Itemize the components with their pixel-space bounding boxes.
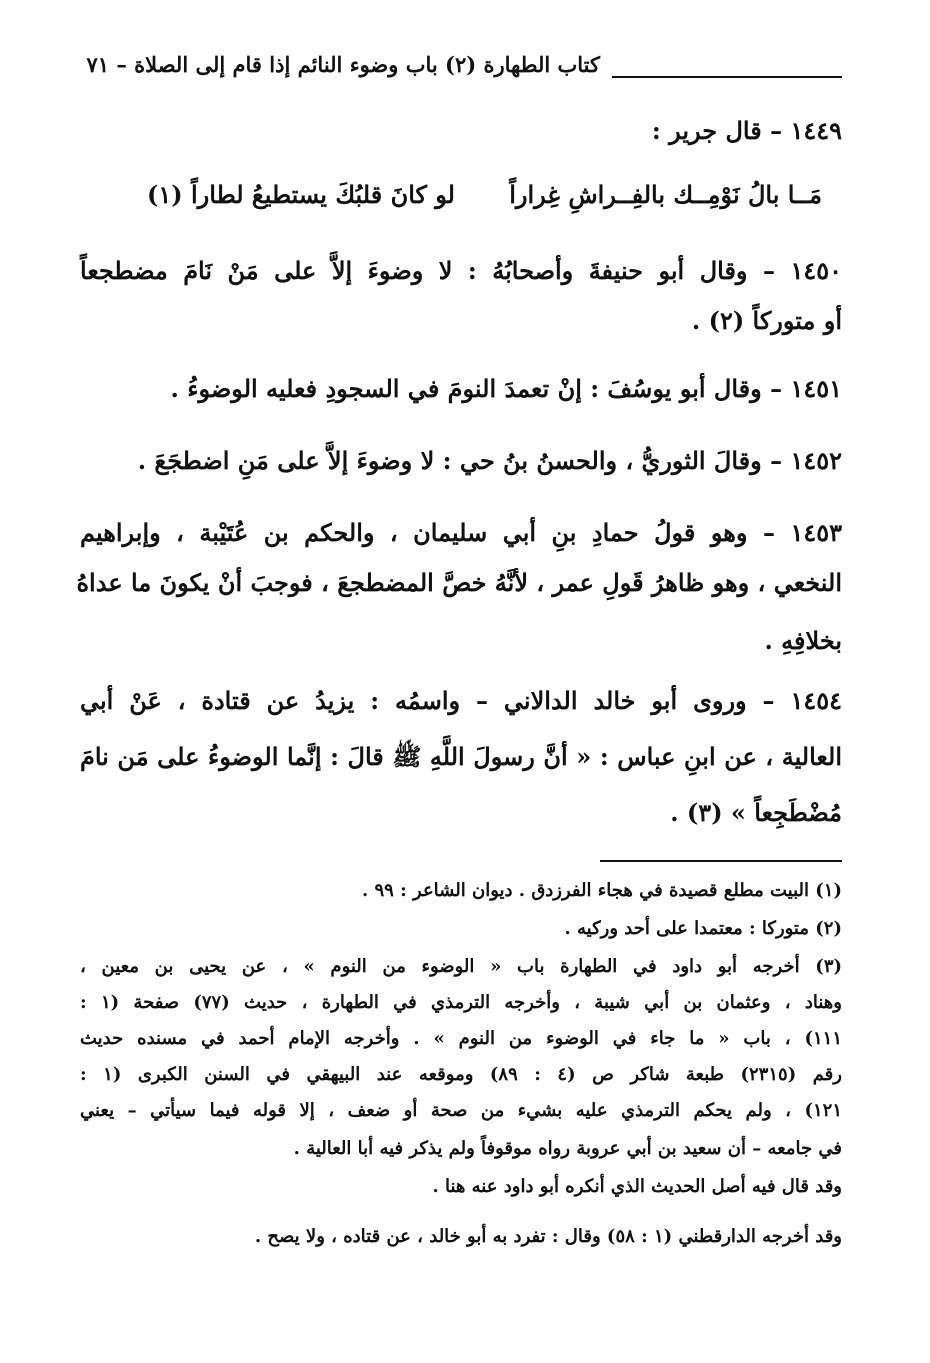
paragraph-1451: ١٤٥١ – وقال أبو يوسُفَ : إنْ تعمدَ النومَ في السجودِ فعليه الوضوءُ . [170, 374, 842, 403]
paragraph-1454-line-1: ١٤٥٤ – وروى أبو خالد الدالاني – واسمُه : يزيدُ عن قتادة ، عَنْ أبي [80, 686, 842, 715]
paragraph-1454-line-2: العالية ، عن ابنِ عباس : « أنَّ رسولَ اللَّهِ ﷺ قالَ : إنَّما الوضوءُ على مَن نامَ [80, 742, 842, 771]
paragraph-1450-line-2: أو متوركاً (٢) . [691, 306, 842, 335]
paragraph-1452: ١٤٥٢ – وقالَ الثوريُّ ، والحسنُ بنُ حي : لا وضوءَ إلاَّ على مَنِ اضطجَعَ . [137, 446, 842, 475]
footnote-3-line-2: وهناد ، وعثمان بن أبي شيبة ، وأخرجه الترمذي في الطهارة ، حديث (٧٧) صفحة (١ : [80, 992, 842, 1013]
verse-second-hemistich: لو كانَ قلبُكَ يستطيعُ لطاراً (١) [147, 180, 455, 209]
verse-first-hemistich: مَــا بالُ نَوْمِــك بالفِــراشِ غِراراً [509, 180, 822, 209]
paragraph-1450-line-1: ١٤٥٠ – وقال أبو حنيفةَ وأصحابُهُ : لا وضوءَ إلاَّ على مَنْ نَامَ مضطجعاً [80, 256, 842, 285]
footnote-3-line-7: وقد قال فيه أصل الحديث الذي أنكره أبو داود عنه هنا . [432, 1176, 842, 1197]
footnote-3-line-3: ١١١) ، باب « ما جاء في الوضوء من النوم » . وأخرجه الإمام أحمد في مسنده حديث [80, 1028, 842, 1049]
paragraph-1453-line-3: بخلافِهِ . [764, 626, 842, 655]
footnote-3-line-6: في جامعه – أن سعيد بن أبي عروبة رواه موقوفاً ولم يذكر فيه أبا العالية . [293, 1138, 842, 1159]
paragraph-1449: ١٤٤٩ – قال جرير : [651, 116, 842, 145]
header-rule [612, 76, 842, 78]
footnote-3-line-1: (٣) أخرجه أبو داود في الطهارة باب « الوضوء من النوم » ، عن يحيى بن معين ، [80, 956, 843, 977]
footnote-1: (١) البيت مطلع قصيدة في هجاء الفرزدق . ديوان الشاعر : ٩٩ . [361, 880, 842, 901]
paragraph-1454-line-3: مُضْطَجِعاً » (٣) . [670, 798, 842, 827]
footnote-3-line-8: وقد أخرجه الدارقطني (١ : ٥٨) وقال : تفرد به أبو خالد ، عن قتاده ، ولا يصح . [254, 1226, 842, 1247]
footnote-separator [600, 860, 842, 862]
footnote-3-line-5: ١٢١) ، ولم يحكم الترمذي عليه بشيء من صحة أو ضعف ، إلا قوله فيما سيأتي – يعني [80, 1100, 842, 1121]
footnote-2: (٢) متوركا : معتمدا على أحد وركيه . [564, 918, 842, 939]
running-header: كتاب الطهارة (٢) باب وضوء النائم إذا قام إلى الصلاة – ٧١ [86, 52, 600, 77]
footnote-3-line-4: رقم (٢٣١٥) طبعة شاكر ص (٤ : ٨٩) وموقعه عند البيهقي في السنن الكبرى (١ : [80, 1064, 842, 1085]
paragraph-1453-line-2: النخعي ، وهو ظاهرُ قَولِ عمر ، لأنَّهُ خصَّ المضطجعَ ، فوجبَ أنْ يكونَ ما عداهُ [76, 568, 842, 597]
paragraph-1453-line-1: ١٤٥٣ – وهو قولُ حمادِ بنِ أبي سليمان ، والحكم بن عُتَيْبة ، وإبراهيم [80, 518, 842, 547]
